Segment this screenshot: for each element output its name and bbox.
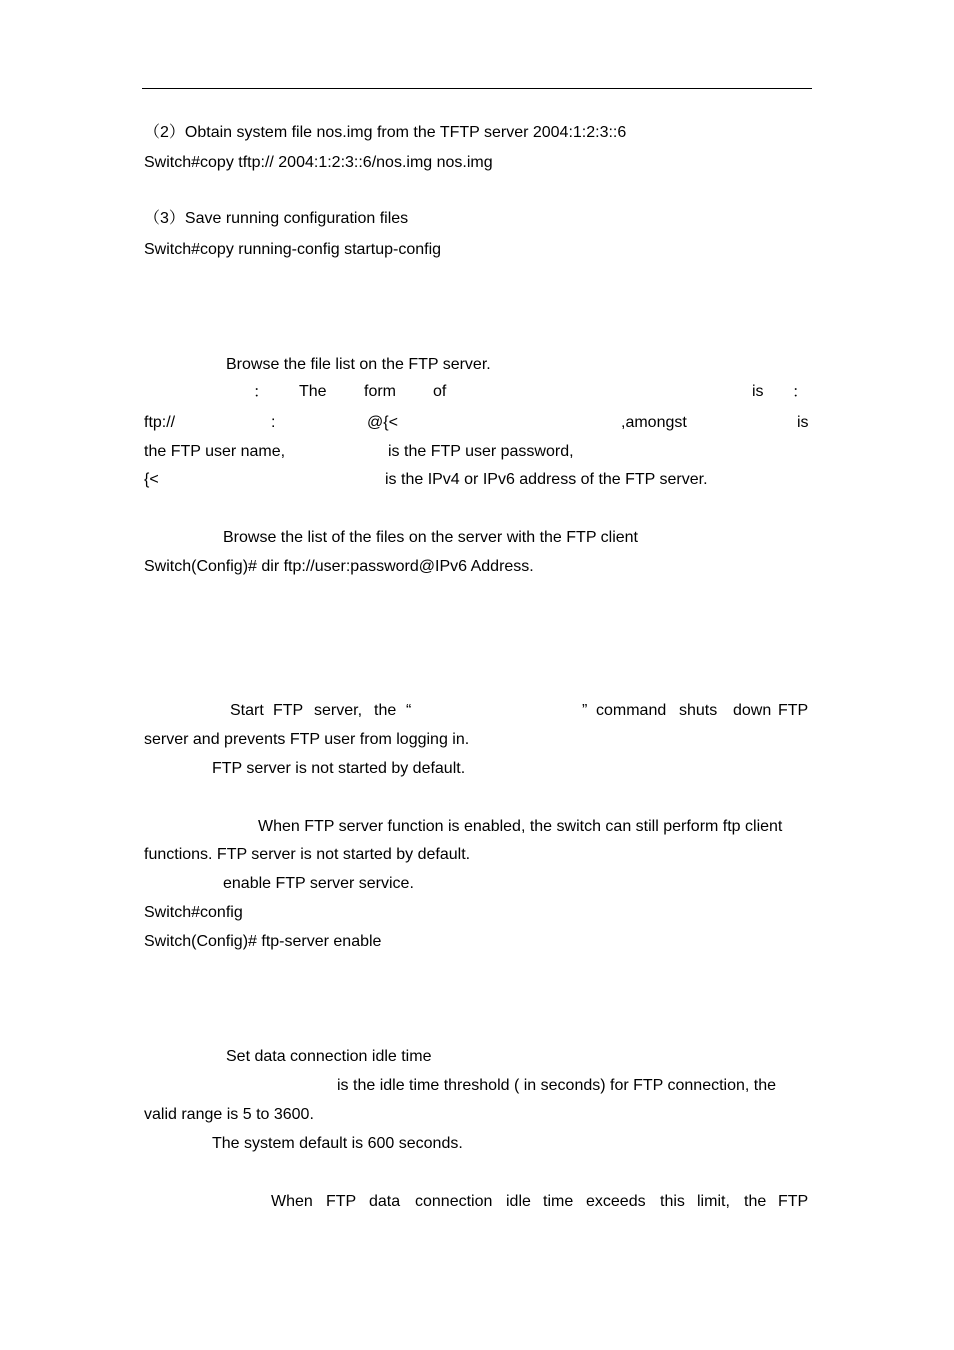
ftp-server-example-cmd-2: Switch(Config)# ftp-server enable bbox=[144, 933, 382, 950]
timeout-usage-w11: FTP bbox=[778, 1193, 809, 1210]
dir-param-at-sep: @{< bbox=[367, 414, 398, 431]
dir-param-ftp-prefix: ftp:// bbox=[144, 414, 176, 431]
dir-param-word-is: is bbox=[752, 383, 764, 400]
dir-param-colon-sep: : bbox=[271, 414, 276, 431]
header-rule bbox=[142, 88, 812, 89]
dir-param-word-the: The bbox=[299, 383, 327, 400]
dir-param-brace: {< bbox=[144, 471, 159, 488]
ftp-server-function-w6: shuts bbox=[679, 702, 718, 719]
ftp-server-function-w7: down bbox=[733, 702, 772, 719]
ftp-server-function-close-quote: ” bbox=[582, 702, 588, 719]
dir-example-command: Switch(Config)# dir ftp://user:password@IPv6 Address. bbox=[144, 558, 534, 575]
dir-param-username-desc: the FTP user name, bbox=[144, 443, 286, 460]
ftp-server-function-w2: FTP bbox=[273, 702, 304, 719]
timeout-parameter-cont: valid range is 5 to 3600. bbox=[144, 1106, 314, 1123]
ftp-server-function-cont: server and prevents FTP user from logging in. bbox=[144, 731, 470, 748]
ftp-server-function-w4: the bbox=[374, 702, 397, 719]
dir-param-word-of: of bbox=[433, 383, 447, 400]
dir-param-address-desc: is the IPv4 or IPv6 address of the FTP server. bbox=[385, 471, 708, 488]
step-2-command: Switch#copy tftp:// 2004:1:2:3::6/nos.img nos.img bbox=[144, 154, 493, 171]
dir-param-amongst: ,amongst bbox=[621, 414, 687, 431]
dir-param-password-desc: is the FTP user password, bbox=[388, 443, 574, 460]
timeout-usage-w4: connection bbox=[415, 1193, 493, 1210]
dir-example-desc: Browse the list of the files on the server with the FTP client bbox=[223, 529, 638, 546]
ftp-server-function-w3: server, bbox=[314, 702, 363, 719]
timeout-usage-w6: time bbox=[543, 1193, 574, 1210]
timeout-usage-w7: exceeds bbox=[586, 1193, 646, 1210]
timeout-usage-w1: When bbox=[271, 1193, 313, 1210]
timeout-default: The system default is 600 seconds. bbox=[212, 1135, 463, 1152]
ftp-server-function-w8: FTP bbox=[778, 702, 809, 719]
step-2-text: （2）Obtain system file nos.img from the TFTP server 2004:1:2:3::6 bbox=[144, 124, 627, 141]
step-3-command: Switch#copy running-config startup-config bbox=[144, 241, 442, 258]
ftp-server-default: FTP server is not started by default. bbox=[212, 760, 466, 777]
ftp-server-example-desc: enable FTP server service. bbox=[223, 875, 414, 892]
timeout-usage-w3: data bbox=[369, 1193, 401, 1210]
dir-function: Browse the file list on the FTP server. bbox=[226, 356, 491, 373]
step-3-text: （3）Save running configuration files bbox=[144, 210, 409, 227]
ftp-server-function-open-quote: “ bbox=[406, 702, 412, 719]
timeout-usage-w2: FTP bbox=[326, 1193, 357, 1210]
dir-param-colon: ： bbox=[253, 384, 270, 401]
timeout-parameter: is the idle time threshold ( in seconds) for FTP connection, the bbox=[337, 1077, 777, 1094]
timeout-usage-w10: the bbox=[744, 1193, 767, 1210]
ftp-server-example-cmd-1: Switch#config bbox=[144, 904, 243, 921]
ftp-server-function-w1: Start bbox=[230, 702, 264, 719]
ftp-server-usage: When FTP server function is enabled, the switch can still perform ftp client bbox=[258, 818, 783, 835]
timeout-usage-w8: this bbox=[660, 1193, 685, 1210]
timeout-usage-w5: idle bbox=[506, 1193, 531, 1210]
dir-param-is: is bbox=[797, 414, 809, 431]
dir-param-word-form: form bbox=[364, 383, 396, 400]
ftp-server-usage-cont: functions. FTP server is not started by default. bbox=[144, 846, 471, 863]
timeout-function: Set data connection idle time bbox=[226, 1048, 432, 1065]
timeout-usage-w9: limit, bbox=[697, 1193, 730, 1210]
ftp-server-function-w5: command bbox=[596, 702, 667, 719]
dir-param-colon-2: ： bbox=[792, 384, 809, 401]
